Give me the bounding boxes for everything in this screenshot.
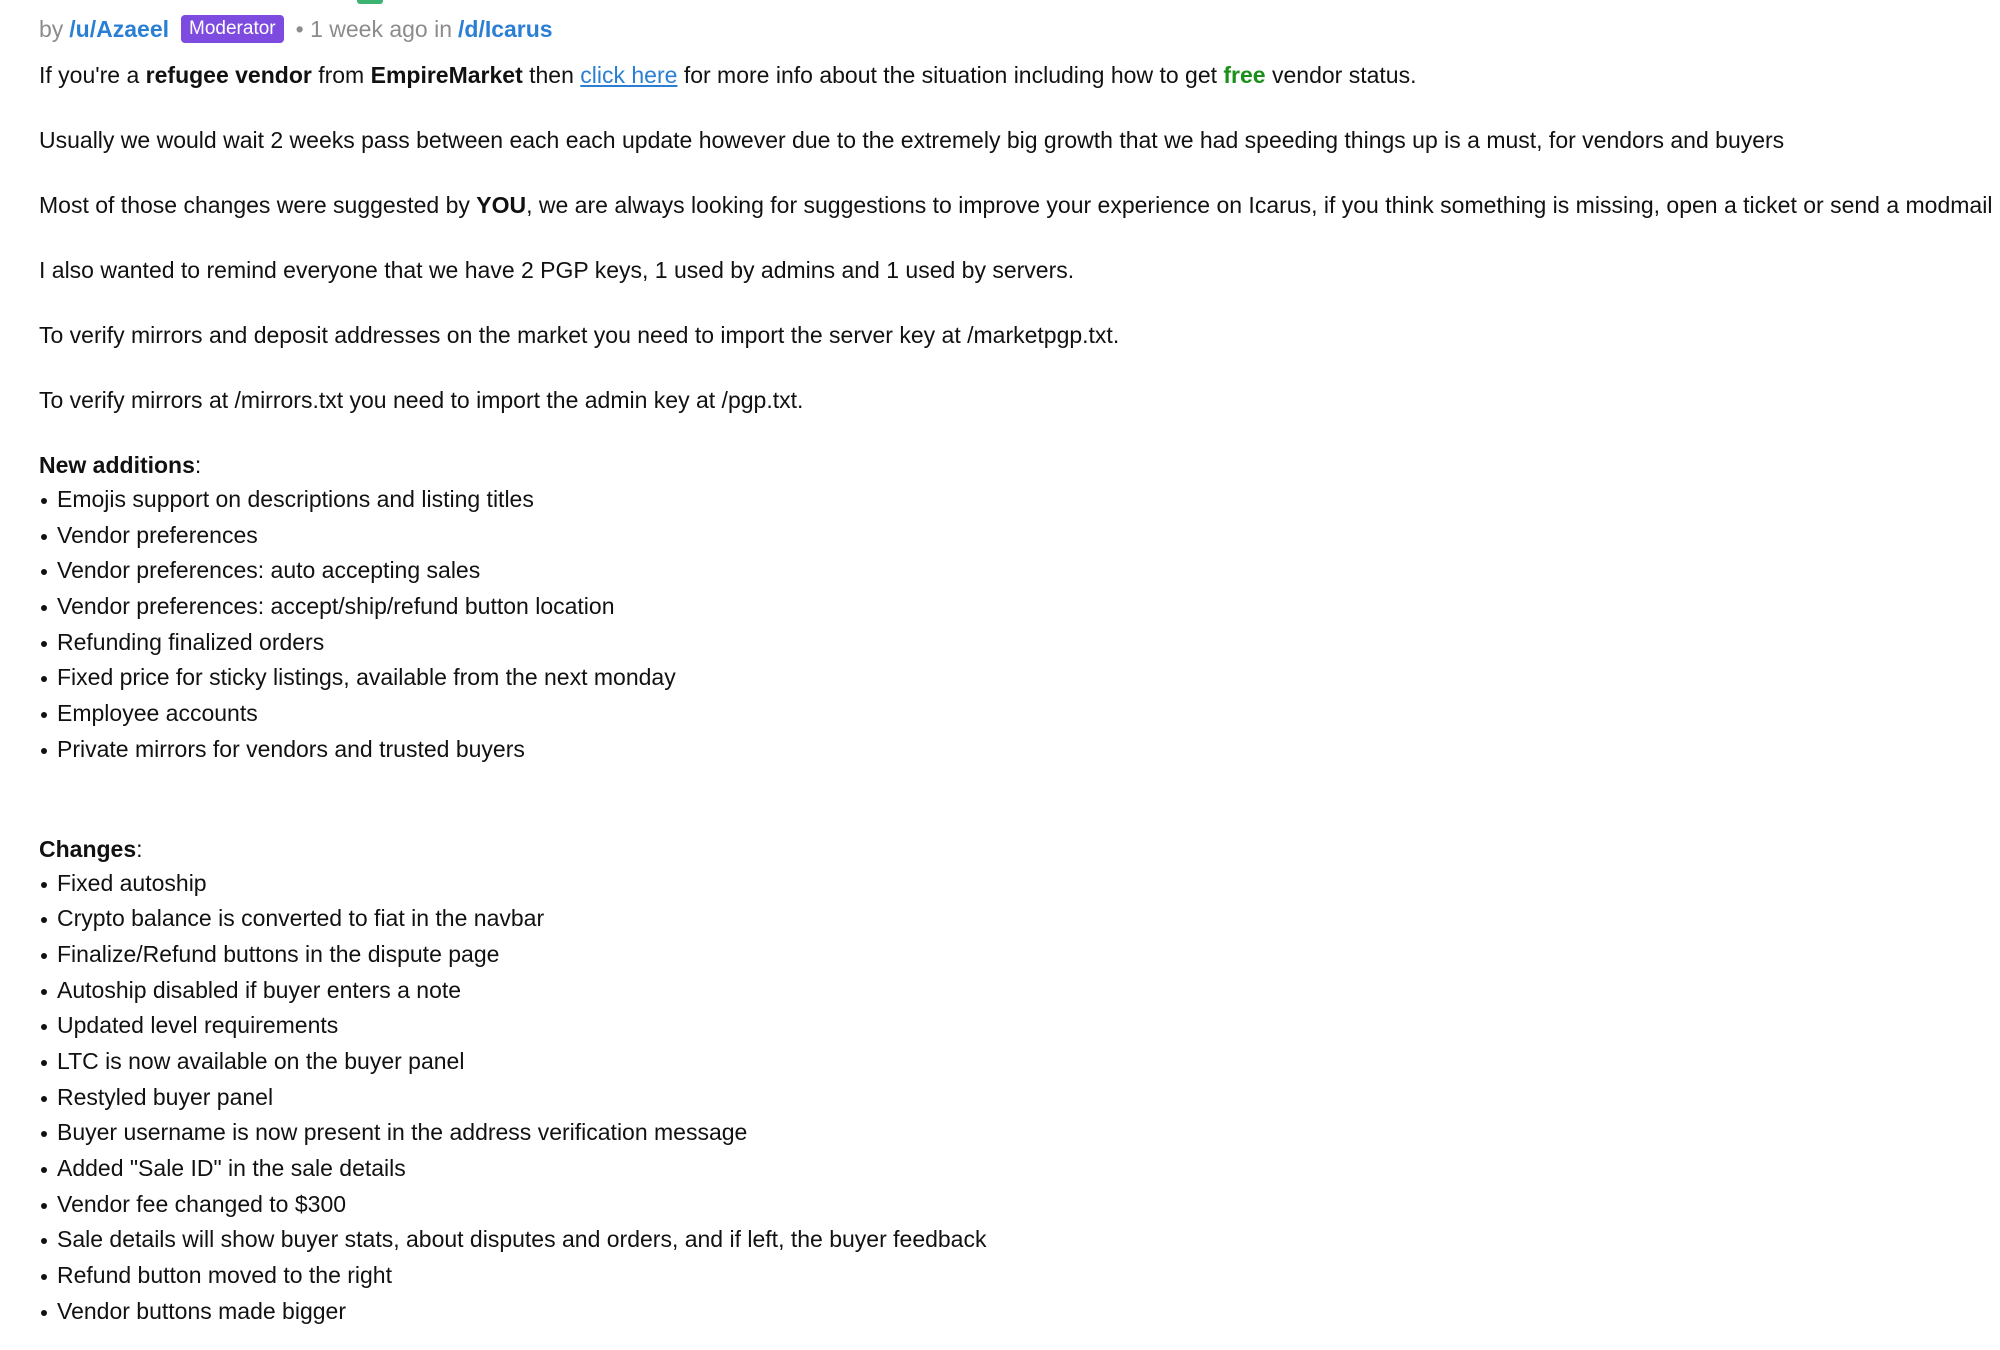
list-item: Vendor fee changed to $300 <box>39 1187 1989 1223</box>
bullet-icon <box>41 569 47 575</box>
bullet-icon <box>41 1167 47 1173</box>
list-item: Vendor preferences: auto accepting sales <box>39 553 1989 589</box>
list-item: Added "Sale ID" in the sale details <box>39 1151 1989 1187</box>
bullet-icon <box>41 605 47 611</box>
list-item: Refunding finalized orders <box>39 625 1989 661</box>
bullet-icon <box>41 1060 47 1066</box>
post-meta <box>39 12 553 46</box>
author-link[interactable]: /u/Azaeel <box>69 15 170 42</box>
list-item: Fixed price for sticky listings, available from the next monday <box>39 660 1989 696</box>
list-item: Crypto balance is converted to fiat in the navbar <box>39 901 1989 937</box>
list-item: Buyer username is now present in the address verification message <box>39 1115 1989 1151</box>
list-item: LTC is now available on the buyer panel <box>39 1044 1989 1080</box>
list-item: Sale details will show buyer stats, about disputes and orders, and if left, the buyer feedback <box>39 1222 1989 1258</box>
bullet-icon <box>41 1024 47 1030</box>
bullet-icon <box>41 1310 47 1316</box>
bullet-icon <box>41 641 47 647</box>
list-item: Finalize/Refund buttons in the dispute page <box>39 937 1989 973</box>
list-item: Restyled buyer panel <box>39 1080 1989 1116</box>
community-link[interactable]: /d/Icarus <box>458 15 553 42</box>
changes-heading: Changes: <box>39 835 143 862</box>
bullet-icon <box>41 1203 47 1209</box>
intro-paragraph-admin-key: To verify mirrors at /mirrors.txt you need to import the admin key at /pgp.txt. <box>39 387 804 413</box>
click-here-link[interactable]: click here <box>580 62 678 88</box>
changes-list <box>39 866 1989 1330</box>
moderator-badge: Moderator <box>181 15 284 43</box>
new-additions-list <box>39 482 1989 768</box>
intro-paragraph-pgp: I also wanted to remind everyone that we have 2 PGP keys, 1 used by admins and 1 used by servers. <box>39 257 1075 283</box>
list-item: Employee accounts <box>39 696 1989 732</box>
bullet-icon <box>41 882 47 888</box>
free-highlight: free <box>1223 62 1266 88</box>
intro-paragraph-updates: Usually we would wait 2 weeks pass between each each update however due to the extremely big growth that we had speeding things up is a must, for vendors and buyers <box>39 127 1785 153</box>
meta-by-label: by <box>39 15 64 42</box>
bullet-icon <box>41 989 47 995</box>
bullet-icon <box>41 917 47 923</box>
list-item: Vendor buttons made bigger <box>39 1294 1989 1330</box>
bullet-icon <box>41 1131 47 1137</box>
bullet-icon <box>41 712 47 718</box>
bullet-icon <box>41 498 47 504</box>
list-item: Private mirrors for vendors and trusted buyers <box>39 732 1989 768</box>
intro-paragraph-refugee: If you're a refugee vendor from EmpireMarket then click here for more info about the situation including how to get free vendor status. <box>39 62 1417 88</box>
new-additions-heading: New additions: <box>39 452 202 478</box>
list-item: Refund button moved to the right <box>39 1258 1989 1294</box>
list-item: Vendor preferences <box>39 518 1989 554</box>
intro-paragraph-server-key: To verify mirrors and deposit addresses on the market you need to import the server key at /marketpgp.txt. <box>39 322 1120 348</box>
bullet-icon <box>41 676 47 682</box>
list-item: Updated level requirements <box>39 1008 1989 1044</box>
post-body <box>39 58 1993 1329</box>
bullet-icon <box>41 1096 47 1102</box>
list-item: Vendor preferences: accept/ship/refund button location <box>39 589 1989 625</box>
bullet-icon <box>41 534 47 540</box>
meta-time: • 1 week ago in <box>295 15 452 42</box>
bullet-icon <box>41 1238 47 1244</box>
bullet-icon <box>41 1274 47 1280</box>
list-item: Fixed autoship <box>39 866 1989 902</box>
post-flair-accent <box>357 0 383 4</box>
intro-paragraph-suggestions: Most of those changes were suggested by YOU, we are always looking for suggestions to improve your experience on Icarus, if you think something is missing, open a ticket or send a modmail <box>39 192 1993 218</box>
list-item: Autoship disabled if buyer enters a note <box>39 973 1989 1009</box>
bullet-icon <box>41 748 47 754</box>
list-item: Emojis support on descriptions and listing titles <box>39 482 1989 518</box>
bullet-icon <box>41 953 47 959</box>
